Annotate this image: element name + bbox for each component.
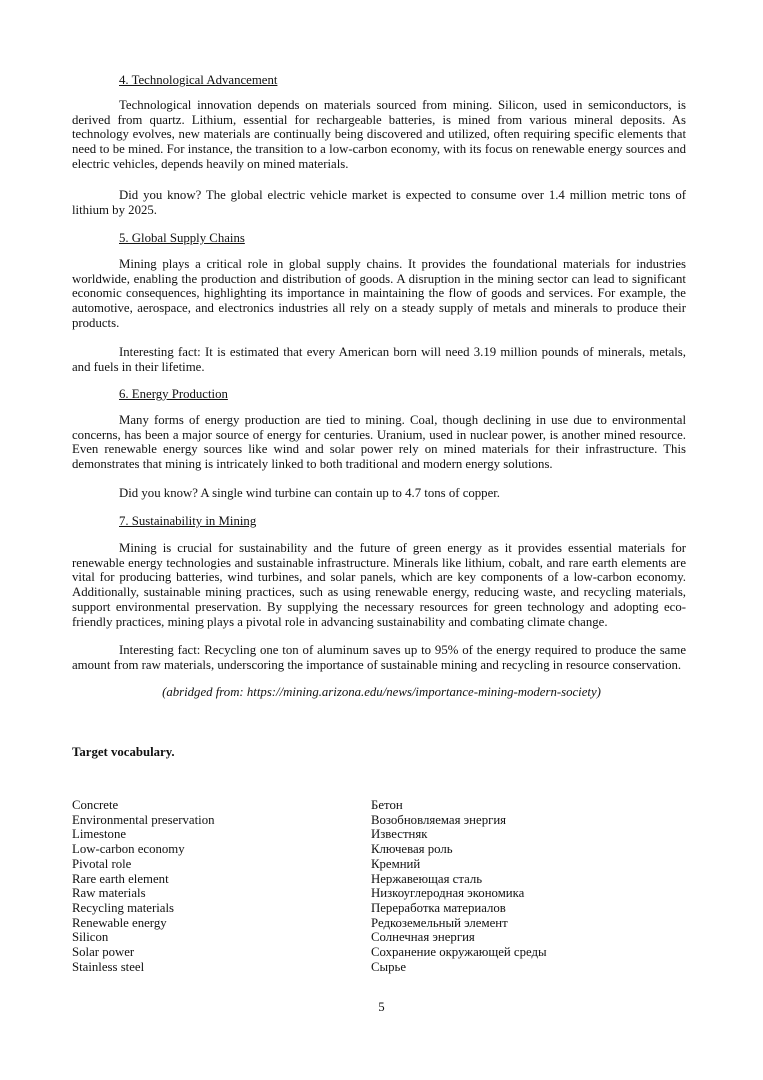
paragraph-line: Many forms of energy production are tied to mining. Coal, though declining in use due to environmental [119, 413, 686, 427]
paragraph-line: lithium by 2025. [72, 202, 157, 217]
vocab-term-english: Renewable energy [72, 915, 167, 930]
vocabulary-title: Target vocabulary. [72, 745, 175, 759]
vocab-term-english: Recycling materials [72, 900, 174, 915]
paragraph-line: automotive, aerospace, and electronics industries all rely on a steady supply of metals and minerals to produce their [72, 301, 686, 316]
paragraph-line: Did you know? A single wind turbine can contain up to 4.7 tons of copper. [119, 486, 501, 500]
vocab-term-russian: Переработка материалов [371, 900, 506, 915]
paragraph-line: Even renewable energy sources like wind and solar power rely on mined materials for their infrastructure. This [72, 442, 686, 457]
vocab-term-russian: Редкоземельный элемент [371, 915, 508, 930]
vocab-term-english: Stainless steel [72, 959, 145, 974]
vocab-term-english: Concrete [72, 798, 119, 812]
paragraph-line: Technological innovation depends on materials sourced from mining. Silicon, used in semiconductors, is [119, 98, 686, 112]
paragraph-line: concerns, has been a major source of energy for centuries. Uranium, used in nuclear power, is another mined resource. [72, 427, 686, 442]
paragraph-line: technology evolves, new materials are continually being discovered and utilized, often requiring specific elements that [72, 127, 686, 142]
page-number: 5 [378, 1000, 385, 1014]
vocab-term-russian: Солнечная энергия [371, 930, 475, 945]
section-heading: 7. Sustainability in Mining [119, 514, 257, 528]
vocab-term-russian: Нержавеющая сталь [371, 871, 483, 886]
citation-prefix: (abridged from: [162, 685, 247, 699]
section-heading: 4. Technological Advancement [119, 73, 278, 87]
citation [0, 685, 763, 699]
paragraph-line: renewable energy technologies and sustainable infrastructure. Minerals like lithium, cobalt, and rare earth elements are [72, 555, 686, 570]
vocab-term-english: Raw materials [72, 886, 146, 901]
paragraph-line: Interesting fact: It is estimated that every American born will need 3.19 million pounds of minerals, metals, [119, 345, 686, 359]
vocab-term-russian: Кремний [371, 856, 421, 871]
vocab-term-russian: Сырье [371, 959, 407, 974]
paragraph-line: need to be mined. For instance, the transition to a low-carbon economy, with its focus on renewable energy sources and [72, 142, 686, 157]
paragraph-line: Additionally, sustainable mining practices, such as using renewable energy, reducing waste, and recycling materials, [72, 585, 686, 600]
vocab-term-english: Pivotal role [72, 856, 132, 871]
section-heading: 6. Energy Production [119, 387, 228, 401]
paragraph-line: Interesting fact: Recycling one ton of aluminum saves up to 95% of the energy required to produce the same [119, 643, 686, 657]
vocab-term-english: Environmental preservation [72, 812, 215, 827]
vocab-term-english: Low-carbon economy [72, 842, 185, 857]
section-heading: 5. Global Supply Chains [119, 231, 245, 245]
vocab-term-english: Silicon [72, 930, 109, 945]
paragraph-line: vital for producing batteries, wind turbines, and solar panels, which are key components of a low-carbon economy. [72, 570, 686, 585]
vocab-term-russian: Бетон [371, 798, 403, 812]
vocab-term-russian: Низкоуглеродная экономика [371, 886, 525, 901]
vocab-term-english: Rare earth element [72, 871, 169, 886]
paragraph-line: Mining is crucial for sustainability and the future of green energy as it provides essential materials for [119, 541, 686, 555]
vocab-term-russian: Возобновляемая энергия [371, 812, 507, 827]
citation-suffix: ) [596, 685, 601, 699]
paragraph-line: economic consequences, highlighting its importance in maintaining the flow of goods and services. For example, the [72, 286, 686, 301]
citation-link[interactable]: https://mining.arizona.edu/news/importance-mining-modern-society [246, 685, 597, 699]
paragraph-line: worldwide, enabling the production and distribution of goods. A disruption in the mining sector can lead to significant [72, 271, 686, 286]
vocab-term-russian: Сохранение окружающей среды [371, 945, 547, 959]
paragraph-line: products. [72, 315, 120, 330]
paragraph-line: friendly practices, mining plays a pivotal role in advancing sustainability and combating climate change. [72, 614, 608, 629]
paragraph-line: derived from quartz. Lithium, essential for rechargeable batteries, is mined from various mineral deposits. As [72, 112, 686, 127]
paragraph-line: support environmental preservation. By supplying the necessary resources for green technology and adopting eco- [72, 599, 686, 614]
vocab-term-english: Limestone [72, 827, 127, 842]
vocab-term-russian: Ключевая роль [371, 842, 453, 857]
paragraph-line: Mining plays a critical role in global supply chains. It provides the foundational materials for industries [119, 257, 686, 271]
paragraph-line: demonstrates that mining is intricately linked to both traditional and modern energy solutions. [72, 457, 553, 472]
paragraph-line: amount from raw materials, underscoring the importance of sustainable mining and recycling in resource conservation. [72, 657, 682, 672]
vocab-term-english: Solar power [72, 945, 135, 959]
paragraph-line: Did you know? The global electric vehicle market is expected to consume over 1.4 million metric tons of [119, 188, 686, 202]
paragraph-line: and fuels in their lifetime. [72, 359, 205, 374]
paragraph-line: electric vehicles, depends heavily on mined materials. [72, 156, 349, 171]
vocab-term-russian: Известняк [371, 827, 428, 842]
